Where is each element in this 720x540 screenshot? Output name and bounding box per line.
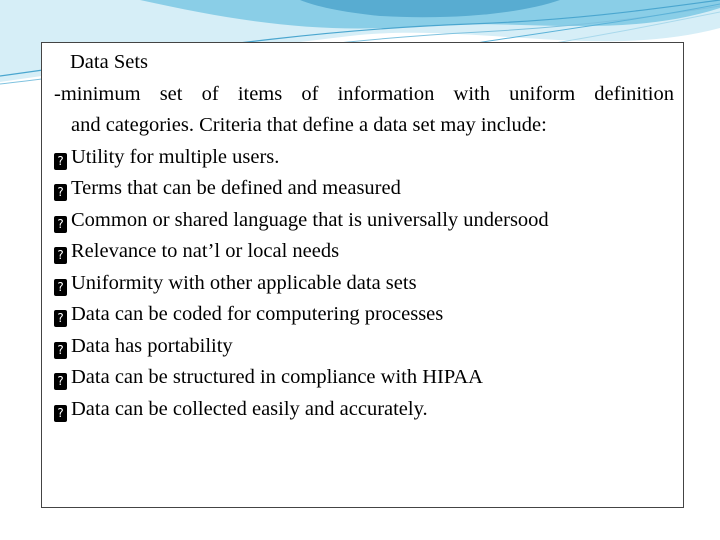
bullet-text: Data has portability [71,334,233,357]
bullet-item [54,173,674,205]
bullet-text: Uniformity with other applicable data sets [71,271,417,294]
bullet-text: Utility for multiple users. [71,145,280,168]
bullet-item [54,142,674,174]
missing-glyph-icon: ? [54,184,67,201]
slide-title: Data Sets [70,51,148,73]
bullet-item [54,362,674,394]
bullet-text: Terms that can be defined and measured [71,177,401,199]
missing-glyph-icon: ? [54,153,67,170]
bullet-item [54,236,674,268]
bullet-item [54,299,674,331]
bullet-item [54,268,674,300]
bullet-text: Data can be collected easily and accurately. [71,397,428,420]
bullet-text: Data can be coded for computering processes [71,303,444,325]
bullet-item [54,394,674,426]
bullet-text: Common or shared language that is universally undersood [71,208,549,231]
slide-content [54,47,674,425]
intro-line-1: -minimum set of items of information with uniform definition [54,82,674,105]
missing-glyph-icon: ? [54,310,67,327]
bullet-list [54,142,674,426]
intro-line-2: and categories. Criteria that define a data set may include: [71,114,547,136]
missing-glyph-icon: ? [54,247,67,264]
missing-glyph-icon: ? [54,216,67,233]
bullet-item [54,331,674,363]
missing-glyph-icon: ? [54,405,67,422]
bullet-item [54,205,674,237]
missing-glyph-icon: ? [54,279,67,296]
bullet-text: Data can be structured in compliance with HIPAA [71,366,483,388]
missing-glyph-icon: ? [54,373,67,390]
bullet-text: Relevance to nat’l or local needs [71,240,340,262]
missing-glyph-icon: ? [54,342,67,359]
